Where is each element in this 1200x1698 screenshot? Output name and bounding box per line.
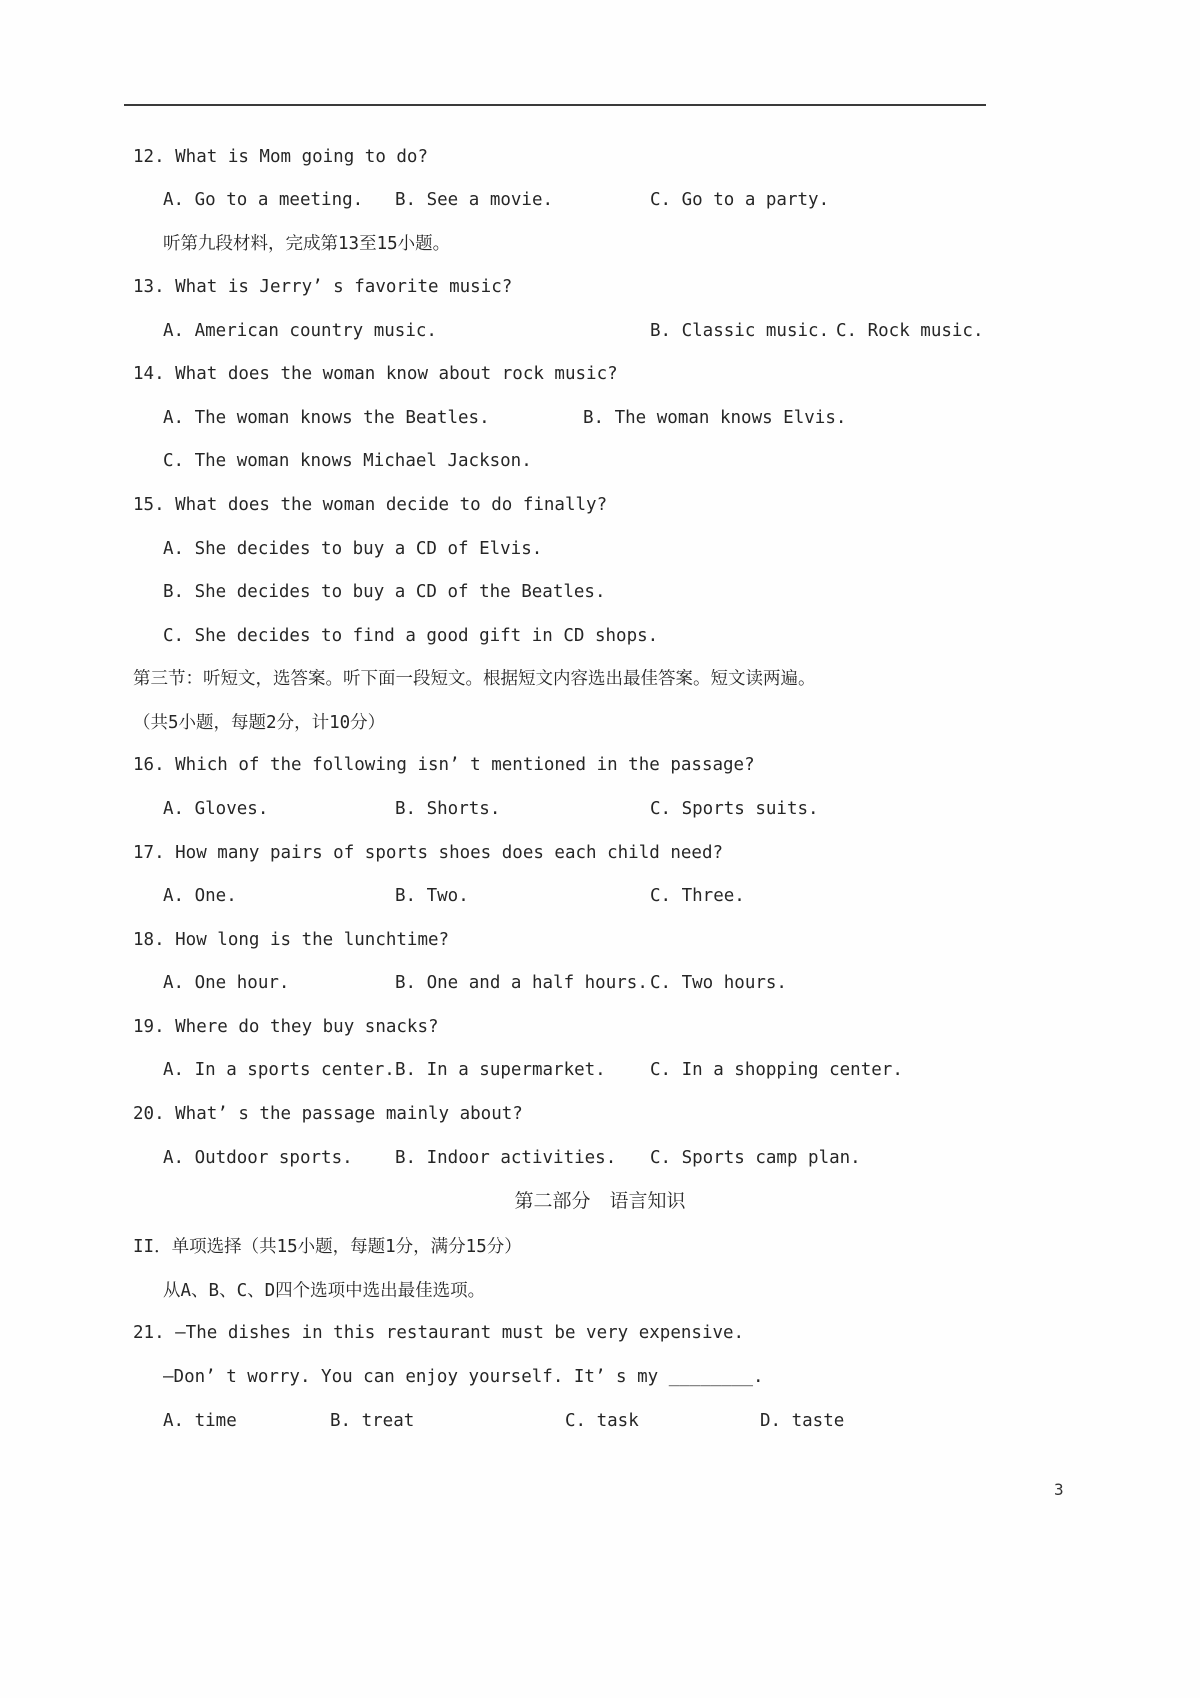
option-b: B. One and a half hours.: [395, 973, 648, 993]
option-d: D. taste: [760, 1411, 845, 1431]
option-a: A. One.: [163, 886, 237, 906]
options-12: [0, 188, 1200, 214]
option-a: A. Gloves.: [163, 799, 269, 819]
question-21: [0, 1321, 1200, 1347]
choice-instruction: [0, 1279, 1200, 1305]
question-text: 18. How long is the lunchtime?: [133, 930, 450, 950]
option-a: A. The woman knows the Beatles.: [163, 408, 490, 428]
option-c: C. Sports camp plan.: [650, 1148, 861, 1168]
instruction-text: II．单项选择（共15小题，每题1分，满分15分）: [133, 1237, 522, 1257]
option-c: C. In a shopping center.: [650, 1060, 903, 1080]
question-text: 21. —The dishes in this restaurant must be very expensive.: [133, 1323, 745, 1343]
option-a: A. She decides to buy a CD of Elvis.: [163, 539, 543, 559]
option-c: C. She decides to find a good gift in CD shops.: [163, 626, 659, 646]
option-a: A. Go to a meeting.: [163, 190, 364, 210]
option-b: B. See a movie.: [395, 190, 554, 210]
question-13: [0, 275, 1200, 301]
section-3-instruction: [0, 667, 1200, 693]
question-text: 20. What’ s the passage mainly about?: [133, 1104, 523, 1124]
question-21-line2: [0, 1365, 1200, 1391]
option-a: A. In a sports center.: [163, 1060, 395, 1080]
option-b: B. Two.: [395, 886, 469, 906]
options-16: [0, 797, 1200, 823]
option-a: A. One hour.: [163, 973, 290, 993]
option-b: B. She decides to buy a CD of the Beatles.: [163, 582, 606, 602]
option-c: C. task: [565, 1411, 639, 1431]
instruction-text: 第三节：听短文，选答案。听下面一段短文。根据短文内容选出最佳答案。短文读两遍。: [133, 669, 816, 689]
question-16: [0, 753, 1200, 779]
page-number: 3: [1054, 1480, 1064, 1499]
option-b: B. In a supermarket.: [395, 1060, 606, 1080]
option-14-c: [0, 449, 1200, 475]
question-17: [0, 841, 1200, 867]
listening-instruction: [0, 232, 1200, 258]
header-rule: [124, 104, 986, 106]
options-14-ab: [0, 406, 1200, 432]
option-a: A. time: [163, 1411, 237, 1431]
instruction-text: 听第九段材料，完成第13至15小题。: [163, 234, 451, 254]
options-20: [0, 1146, 1200, 1172]
option-b: B. Classic music.: [650, 321, 830, 341]
option-c: C. Go to a party.: [650, 190, 830, 210]
option-c: C. The woman knows Michael Jackson.: [163, 451, 532, 471]
section-2-instruction: [0, 1235, 1200, 1261]
question-15: [0, 493, 1200, 519]
option-c: C. Rock music.: [836, 321, 984, 341]
option-b: B. Shorts.: [395, 799, 501, 819]
question-text: 15. What does the woman decide to do finally?: [133, 495, 608, 515]
options-19: [0, 1058, 1200, 1084]
question-text: —Don’ t worry. You can enjoy yourself. It’ s my ________.: [163, 1367, 764, 1387]
options-18: [0, 971, 1200, 997]
score-note: [0, 711, 1200, 737]
question-18: [0, 928, 1200, 954]
question-20: [0, 1102, 1200, 1128]
option-a: A. American country music.: [163, 321, 437, 341]
question-text: 14. What does the woman know about rock music?: [133, 364, 618, 384]
question-text: 17. How many pairs of sports shoes does each child need?: [133, 843, 724, 863]
option-c: C. Sports suits.: [650, 799, 819, 819]
question-text: 13. What is Jerry’ s favorite music?: [133, 277, 513, 297]
part-2-title: [0, 1189, 1200, 1215]
question-text: 19. Where do they buy snacks?: [133, 1017, 439, 1037]
option-a: A. Outdoor sports.: [163, 1148, 353, 1168]
question-14: [0, 362, 1200, 388]
option-15-b: [0, 580, 1200, 606]
option-15-c: [0, 624, 1200, 650]
question-text: 12. What is Mom going to do?: [133, 147, 429, 167]
options-21: [0, 1409, 1200, 1435]
question-12: [0, 145, 1200, 171]
options-17: [0, 884, 1200, 910]
question-19: [0, 1015, 1200, 1041]
option-b: B. Indoor activities.: [395, 1148, 617, 1168]
options-13: [0, 319, 1200, 345]
title-text: 第二部分 语言知识: [514, 1190, 686, 1212]
note-text: （共5小题，每题2分，计10分）: [133, 713, 386, 733]
option-b: B. The woman knows Elvis.: [583, 408, 847, 428]
question-text: 16. Which of the following isn’ t mentioned in the passage?: [133, 755, 755, 775]
option-c: C. Three.: [650, 886, 745, 906]
option-15-a: [0, 537, 1200, 563]
option-b: B. treat: [330, 1411, 415, 1431]
option-c: C. Two hours.: [650, 973, 787, 993]
instruction-text: 从A、B、C、D四个选项中选出最佳选项。: [163, 1281, 486, 1301]
